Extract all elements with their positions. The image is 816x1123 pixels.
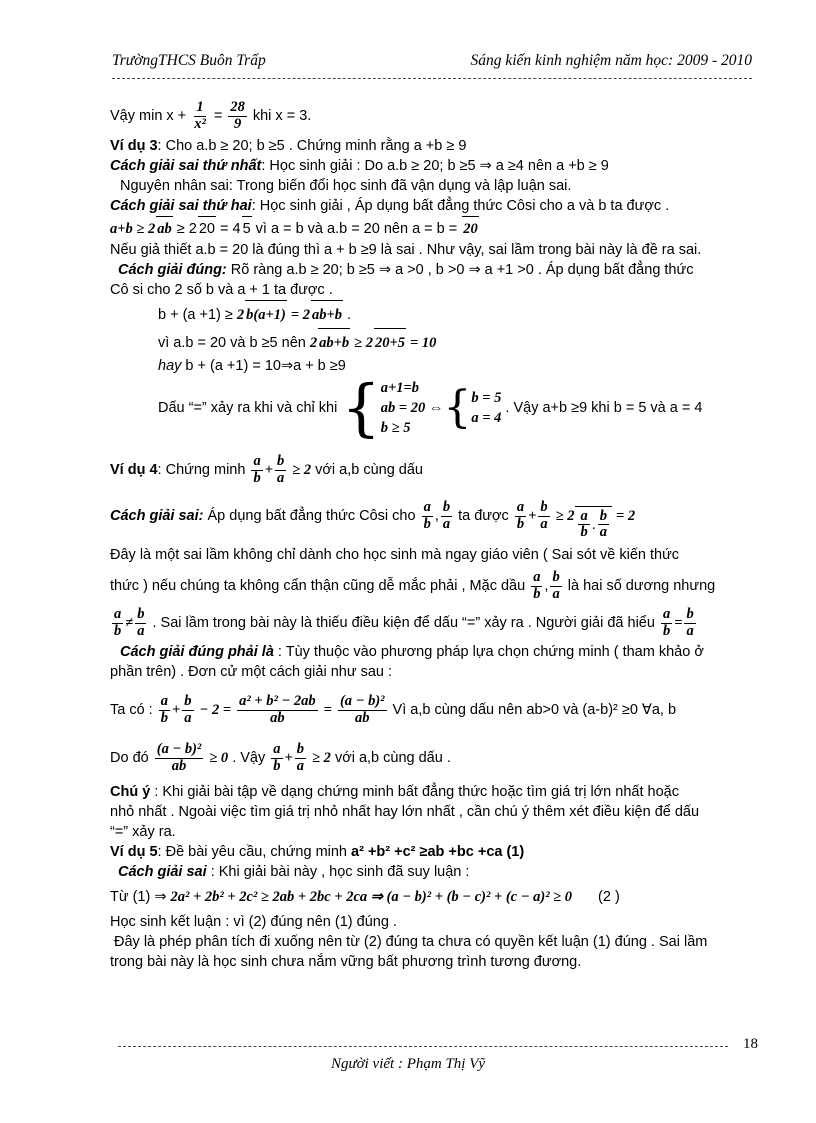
den: a: [442, 515, 451, 532]
wrong-solution-ex5: [110, 862, 758, 882]
den: b: [253, 469, 261, 486]
text: Vậy min x +: [110, 108, 187, 124]
sqrt: ab: [156, 216, 173, 241]
formula: − 2 =: [199, 702, 232, 718]
wrong-solution-1: [110, 156, 758, 176]
row: a = 4: [471, 410, 502, 426]
text: Rõ ràng a.b ≥ 20; b ≥5 ⇒ a >0 , b >0 ⇒ a +1 >0 . Áp dụng bất đẳng thức: [230, 262, 694, 278]
row: ab = 20 ⇔: [380, 400, 444, 416]
example-label: Ví dụ 5: [110, 844, 158, 860]
formula: = 2: [616, 508, 636, 524]
system-1: [341, 371, 444, 444]
sqrt: 20: [198, 216, 216, 241]
section-label: Cách giải đúng:: [118, 262, 227, 278]
formula: 2: [236, 307, 245, 323]
den: a: [552, 585, 560, 602]
num: 1: [196, 99, 204, 116]
fraction: [441, 500, 452, 531]
row: b ≥ 5: [380, 420, 411, 436]
sqrt: ab+b: [311, 300, 343, 329]
correct-solution: [110, 260, 758, 280]
text: Cô si cho 2 số b và a + 1 ta được .: [110, 282, 333, 298]
formula: ≥ 0: [209, 750, 229, 766]
formula: ≥ 2: [292, 462, 312, 478]
den: b: [114, 622, 122, 639]
fraction: [598, 509, 609, 540]
den: b: [533, 585, 541, 602]
num: b: [540, 499, 548, 516]
num: a: [533, 569, 541, 586]
fraction: [228, 100, 247, 131]
section-label: Cách giải sai: [118, 864, 207, 880]
text: khi x = 3.: [252, 108, 312, 124]
text: thức ) nếu chúng ta không cẩn thận cũng dễ mắc phải , Mặc dầu: [110, 578, 526, 594]
fraction: [271, 742, 282, 773]
formula: 2a² + 2b² + 2c² ≥ 2ab + 2bc + 2ca ⇒ (a − b)² + (b − c)² + (c − a)² ≥ 0: [170, 889, 573, 905]
correct-solution-cont: [110, 280, 758, 300]
example-3: [110, 136, 758, 156]
den: b: [662, 622, 671, 639]
wrong-solution-2: [110, 196, 758, 216]
num: a: [516, 499, 525, 516]
text: Nguyên nhân sai: Trong biến đổi học sinh đã vận dụng và lập luận sai.: [120, 178, 572, 194]
fraction: [295, 742, 306, 773]
fraction: [155, 742, 204, 773]
sqrt: $\frac{a}{b}$ . $\frac{b}{a}$: [575, 506, 612, 543]
text: : Đề bài yêu cầu, chứng minh: [157, 844, 347, 860]
fraction: [135, 607, 146, 638]
text: : Chứng minh: [157, 462, 246, 478]
fraction: [538, 500, 549, 531]
sqrt: 20: [462, 216, 479, 241]
sqrt: b(a+1): [245, 300, 287, 329]
den: ab: [171, 757, 187, 774]
text: trong bài này là học sinh chưa nắm vững bất phương trình tương đương.: [110, 954, 582, 970]
den: a: [137, 622, 145, 639]
note: [110, 782, 758, 802]
paragraph-1: [110, 542, 758, 568]
section-label: Cách giải sai thứ nhất: [110, 158, 262, 174]
text: : Tùy thuộc vào phương pháp lựa chọn chứng minh ( tham khảo ở: [277, 644, 704, 660]
text: Dấu “=” xảy ra khi và chỉ khi: [158, 400, 338, 416]
sqrt: 5: [242, 216, 252, 241]
formula: =: [323, 702, 332, 718]
wrong-solution-ex4: Cách giải sai: Áp dụng bất đẳng thức Côsi cho $\frac{a}{b}$ , $\frac{b}{a}$ ta được $\frac{a}{b}$ + $\frac{b}{a}$ ≥ 2 $\frac{a}{b}$ . $\frac{b}{a}$ = 2: [110, 498, 758, 534]
text: với a,b cùng dấu .: [334, 750, 451, 766]
implication-line: [110, 882, 758, 912]
equation-2: [110, 328, 758, 356]
den: ab: [270, 709, 285, 726]
text: Áp dụng bất đẳng thức Côsi cho: [207, 508, 416, 524]
header-title: Sáng kiến kinh nghiệm năm học: 2009 - 2010: [470, 52, 752, 69]
den: 9: [233, 115, 242, 132]
num: a: [114, 606, 122, 623]
num: b: [184, 693, 192, 710]
num: a: [580, 508, 588, 524]
num: b: [599, 508, 607, 524]
fraction: [531, 570, 542, 601]
derivation-line: Ta có : $\frac{a}{b}$ + $\frac{b}{a}$ − 2 = $\frac{\text{a² + b² − 2ab}}{ab}$ = $\frac{\text{(a − b)²}}{ab}$ Vì a,b cùng dấu nên ab>0 và (a-b)² ≥0 ∀a, b: [110, 693, 677, 726]
text: (2 ): [598, 889, 620, 905]
section-label: Cách giải sai thứ hai: [110, 198, 252, 214]
text: = 4: [220, 221, 241, 237]
note-label: Chú ý: [110, 784, 151, 800]
sqrt: 20+5: [374, 328, 406, 357]
num: b: [276, 453, 285, 470]
num: b: [442, 499, 451, 516]
text: Học sinh kết luận : vì (2) đúng nên (1) đúng .: [110, 914, 397, 930]
final-paragraph: [110, 932, 758, 952]
cause-line: [110, 176, 758, 196]
fraction: [515, 500, 526, 531]
den: b: [160, 709, 168, 726]
page-number: 18: [743, 1036, 758, 1052]
text: Đây là phép phân tích đi xuống nên từ (2) đúng ta chưa có quyền kết luận (1) đúng . Sai lầm: [114, 934, 708, 950]
num: (a − b)²: [339, 693, 385, 710]
formula: ≥ 2: [555, 508, 575, 524]
system-2: [443, 382, 502, 433]
section-label: Cách giải sai:: [110, 508, 204, 524]
den: a: [296, 757, 305, 774]
fraction: [661, 607, 672, 638]
text: : Cho a.b ≥ 20; b ≥5 . Chứng minh rằng a +b ≥ 9: [157, 138, 467, 154]
system-rows: [471, 388, 501, 428]
fraction: [550, 570, 561, 601]
text: Vì a,b cùng dấu nên ab>0 và (a-b)² ≥0 ∀a, b: [392, 702, 677, 718]
num: a: [662, 606, 671, 623]
text: nhỏ nhất . Ngoài việc tìm giá trị nhỏ nhất hay lớn nhất , cần chú ý thêm xét điều kiện để dấu: [110, 804, 700, 820]
text: Ta có :: [110, 702, 153, 718]
den: x²: [194, 115, 206, 132]
num: a: [253, 453, 261, 470]
row: a+1=b: [380, 380, 420, 396]
den: b: [273, 757, 281, 774]
equation-1: [110, 300, 758, 328]
row: b = 5: [471, 390, 502, 406]
sqrt: ab+b: [318, 328, 350, 357]
example-4: Ví dụ 4: Chứng minh $\frac{a}{b}$ + $\frac{b}{a}$ ≥ 2 với a,b cùng dấu: [110, 453, 423, 486]
equality-condition: [110, 371, 758, 444]
text: Từ (1) ⇒: [110, 889, 167, 905]
paragraph-3: $\frac{a}{b}$ ≠ $\frac{b}{a}$ . Sai lầm trong bài này là thiếu điều kiện để dấu “=” xảy ra . Người giải đã hiểu $\frac{a}{b}$ = $\frac{b}{a}$: [114, 606, 694, 639]
num: b: [552, 569, 560, 586]
den: b: [423, 515, 431, 532]
equation-3: [110, 356, 758, 376]
note-cont: [110, 802, 758, 822]
text: Đây là một sai lầm không chỉ dành cho học sinh mà ngay giáo viên ( Sai sót về kiến thức: [110, 547, 680, 563]
fraction: [251, 454, 262, 485]
den: a: [276, 469, 285, 486]
text: . Vậy a+b ≥9 khi b = 5 và a = 4: [505, 400, 703, 416]
num: a: [423, 499, 431, 516]
text: : Khi giải bài này , học sinh đã suy luận :: [210, 864, 470, 880]
page-body: [110, 100, 758, 972]
min-result-line: [110, 100, 758, 132]
text: b + (a +1) = 10⇒a + b ≥9: [185, 358, 346, 374]
conclusion-line: Do đó $\frac{\text{(a − b)²}}{ab}$ ≥ 0 . Vậy $\frac{a}{b}$ + $\frac{b}{a}$ ≥ 2 với a,b cùng dấu .: [110, 741, 451, 774]
formula: a² +b² +c² ≥ab +bc +ca (1): [351, 844, 525, 860]
text: : Học sinh giải : Do a.b ≥ 20; b ≥5 ⇒ a ≥4 nên a +b ≥ 9: [261, 158, 609, 174]
paragraph-2: thức ) nếu chúng ta không cẩn thận cũng dễ mắc phải , Mặc dầu $\frac{a}{b}$ , $\frac{b}{a}$ là hai số dương nhưng: [110, 569, 716, 602]
fraction: [182, 694, 193, 725]
example-5: [110, 842, 758, 862]
cosi-formula-line: [110, 216, 758, 240]
footer-author: Người viết : Phạm Thị Vỹ: [330, 1056, 486, 1072]
den: b: [580, 524, 588, 541]
den: a: [686, 622, 694, 639]
section-label: Cách giải đúng phải là: [120, 644, 274, 660]
num: b: [686, 606, 694, 623]
brace: {: [443, 382, 472, 433]
correct-approach: [110, 642, 758, 662]
text: =: [213, 108, 223, 124]
text: . Vậy: [232, 750, 266, 766]
den: ab: [354, 709, 370, 726]
note-cont-2: [110, 822, 758, 842]
fraction: [237, 694, 318, 725]
hypothesis-line: [110, 240, 758, 260]
den: b: [516, 515, 525, 532]
page-header: [112, 52, 752, 70]
formula: = 2: [290, 307, 310, 323]
text: : Học sinh giải , Áp dụng bất đẳng thức Côsi cho a và b ta được .: [251, 198, 670, 214]
fraction: [684, 607, 695, 638]
num: a: [160, 693, 168, 710]
correct-approach-cont: [110, 662, 758, 682]
fraction: [192, 100, 208, 131]
footer-divider: [118, 1046, 728, 1047]
text: với a,b cùng dấu: [315, 462, 423, 478]
den: a: [540, 515, 548, 532]
fraction: [112, 607, 123, 638]
text: .: [347, 307, 352, 323]
text: : Khi giải bài tập về dạng chứng minh bất đẳng thức hoặc tìm giá trị lớn nhất hoặc: [154, 784, 679, 800]
num: a² + b² − 2ab: [239, 693, 316, 710]
fraction: [275, 454, 286, 485]
text: . Sai lầm trong bài này là thiếu điều kiện để dấu “=” xảy ra . Người giải đã hiểu: [152, 615, 655, 631]
example-label: Ví dụ 4: [110, 462, 158, 478]
student-conclusion: [110, 912, 758, 932]
formula: ≥ 2: [354, 335, 373, 351]
num: b: [296, 741, 305, 758]
num: a: [273, 741, 281, 758]
text: Nếu giả thiết a.b = 20 là đúng thì a + b ≥9 là sai . Như vậy, sai lầm trong bài này là đề ra sai.: [110, 242, 702, 258]
text: “=” xảy ra.: [110, 824, 176, 840]
text: Do đó: [110, 750, 149, 766]
text: ta được: [458, 508, 509, 524]
brace: {: [341, 371, 381, 444]
fraction: [422, 500, 433, 531]
header-divider: [112, 78, 752, 79]
fraction: [159, 694, 170, 725]
formula: 2: [309, 335, 318, 351]
text: vì a = b và a.b = 20 nên a = b =: [255, 221, 458, 237]
final-paragraph-cont: [110, 952, 758, 972]
fraction: [578, 509, 589, 540]
text: là hai số dương nhưng: [567, 578, 716, 594]
header-school: TrườngTHCS Buôn Trấp: [112, 52, 266, 69]
text: ≥ 2: [176, 221, 197, 237]
formula: = 10: [410, 335, 437, 351]
den: a: [599, 524, 607, 541]
num: b: [137, 606, 145, 623]
text: b + (a +1) ≥: [158, 307, 233, 323]
example-label: Ví dụ 3: [110, 138, 158, 154]
den: a: [184, 709, 192, 726]
formula: a+b ≥ 2: [110, 221, 156, 237]
text: phần trên) . Đơn cử một cách giải như sau :: [110, 664, 392, 680]
text: hay: [158, 358, 182, 374]
num: 28: [230, 99, 245, 116]
num: (a − b)²: [156, 741, 202, 758]
fraction: [338, 694, 387, 725]
formula: ≥ 2: [312, 750, 331, 766]
system-rows: [381, 378, 444, 438]
text: vì a.b = 20 và b ≥5 nên: [158, 335, 306, 351]
